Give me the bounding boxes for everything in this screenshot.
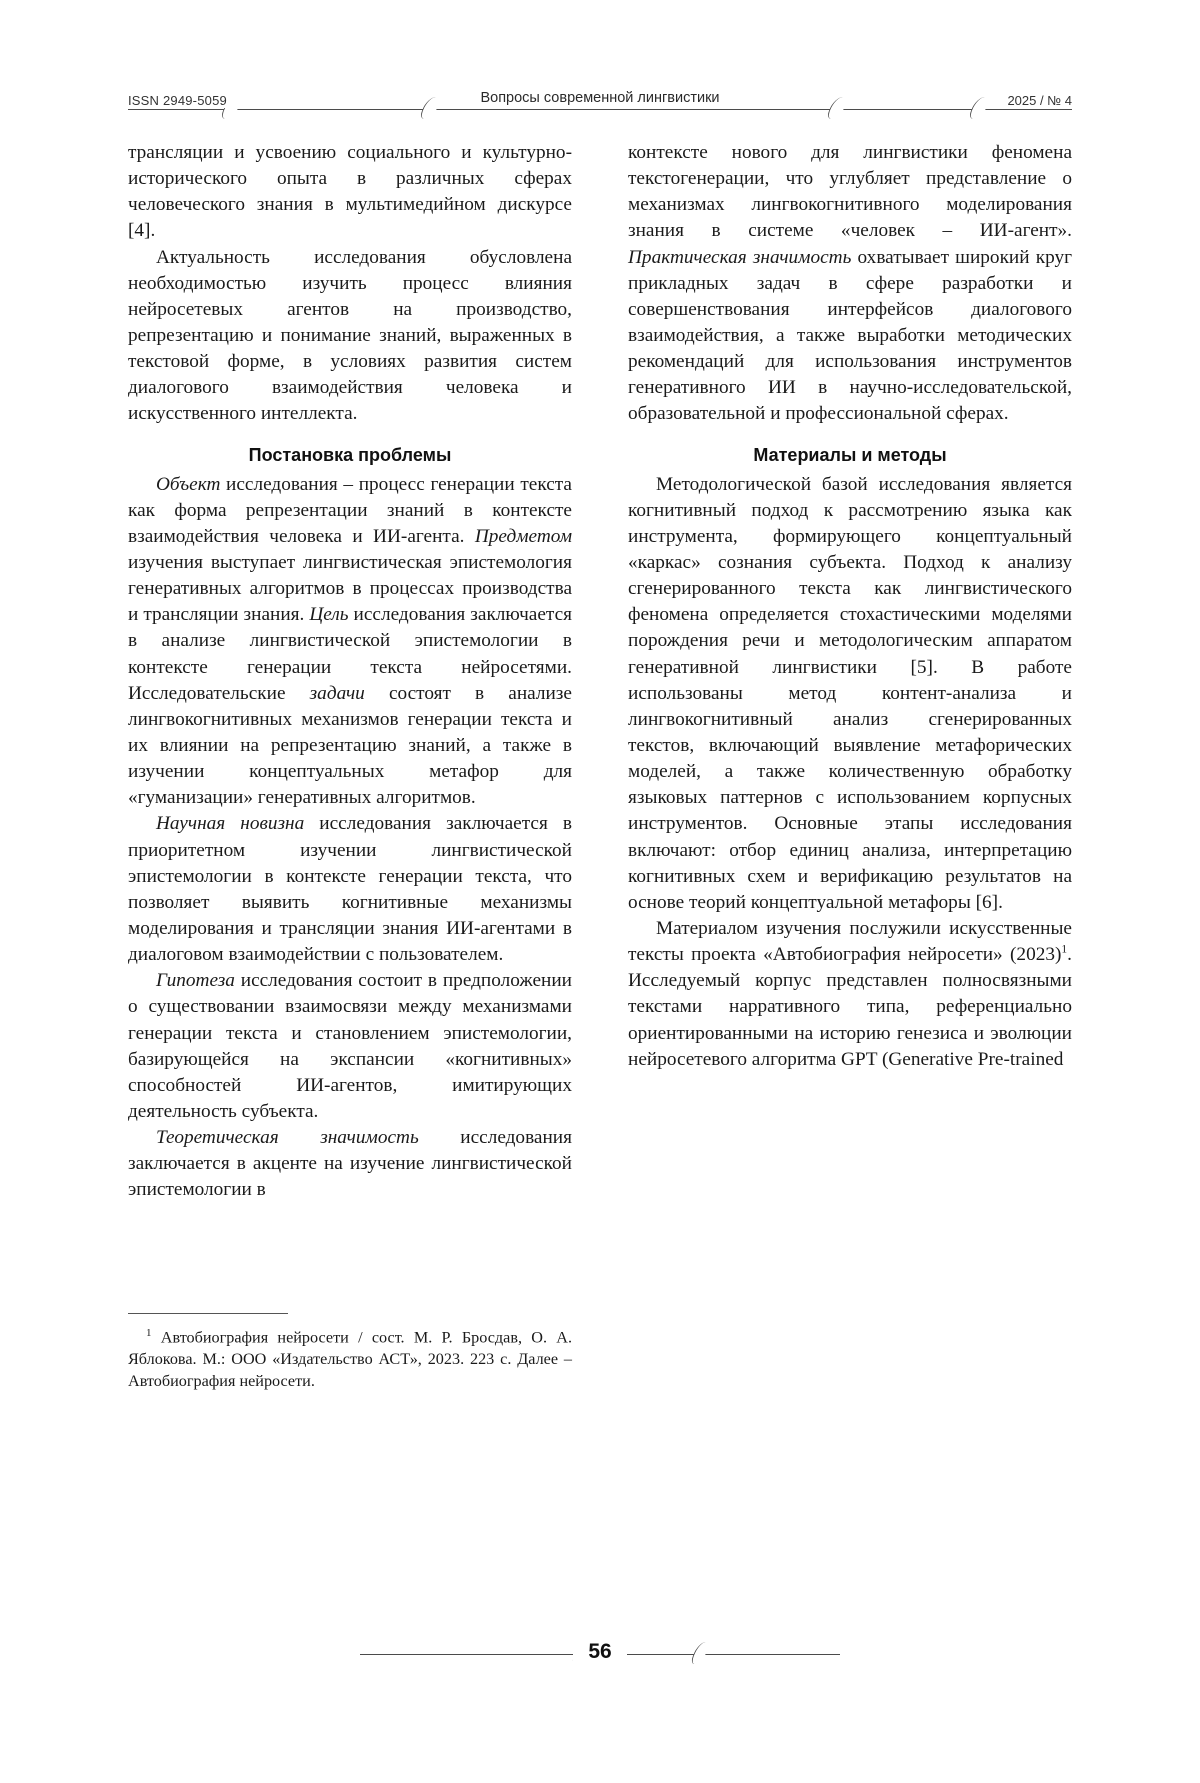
page-footer	[128, 1636, 1072, 1680]
paragraph-continuation: контексте нового для лингвистики феномена текстогенерации, что углубляет представление о механизмах лингвокогнитивного моделирования знания в системе «человек – ИИ-агент». Практическая значимость охватывает широкий круг прикладных задач в сфере разработки и совершенствования интерфейсов диалогового взаимодействия, а также выработки методических рекомендаций для использования инструментов генеративного ИИ в научно-исследовательской, образовательной и профессиональной сферах.	[628, 142, 1073, 425]
left-column	[128, 140, 573, 1391]
running-head	[128, 88, 1072, 118]
footnote-block	[128, 1313, 572, 1393]
body-columns	[128, 140, 1073, 1391]
footnote-mark: 1	[146, 1327, 152, 1339]
paragraph-hypothesis: Гипотеза исследования состоит в предположении о существовании взаимосвязи между механизмами генерации текста и становлением эпистемологии, базирующейся на экспансии «когнитивных» способностей ИИ-агентов, имитирующих деятельность субъекта.	[128, 970, 572, 1122]
paragraph-novelty: Научная новизна исследования заключается в приоритетном изучении лингвистической эпистемологии в контексте генерации текста, что позволяет выявить когнитивные механизмы моделирования и трансляции знания ИИ-агентами в диалоговом взаимодействии с пользователем.	[128, 813, 572, 966]
footnote-text: $^1$ Автобиография нейросети / сост. М. Р. Бросдав, О. А. Яблокова. М.: ООО «Издательство АСТ», 2023. 223 с. Далее – Автобиография нейросети.	[128, 1327, 573, 1391]
footnote-rule	[128, 1313, 288, 1314]
page-number: 56	[573, 1640, 627, 1664]
paragraph: трансляции и усвоению социального и культурно-исторического опыта в различных сферах человеческого знания в мультимедийном дискурсе [4].	[128, 142, 572, 242]
paragraph-material: Материалом изучения послужили искусственные тексты проекта «Автобиография нейросети» (2023)$^1$. Исследуемый корпус представлен полносвязными текстами нарративного типа, референциально ориентированными на историю генезиса и эволюции нейросетевого алгоритма GPT (Generative Pre-trained	[628, 917, 1072, 1070]
paragraph: Актуальность исследования обусловлена необходимостью изучить процесс влияния нейросетевых агентов на производство, репрезентацию и понимание знаний, выраженных в текстовой форме, в условиях развития систем диалогового взаимодействия человека и искусственного интеллекта.	[128, 246, 572, 425]
section-heading-methods: Материалы и методы	[753, 444, 947, 465]
running-head-rule	[128, 109, 1072, 110]
journal-title: Вопросы современной лингвистики	[128, 90, 1072, 106]
paragraph-object-subject: Объект исследования – процесс генерации текста как форма репрезентации знаний в контексте взаимодействия человека и ИИ-агента. Предметом изучения выступает лингвистическая эпистемология генеративных алгоритмов в процессах производства и трансляции знания. Цель исследования заключается в анализе лингвистической эпистемологии в контексте генерации текста нейросетями. Исследовательские задачи состоят в анализе лингвокогнитивных механизмов генерации текста и их влиянии на репрезентацию знаний, а также в изучении концептуальных метафор для «гуманизации» генеративных алгоритмов.	[128, 473, 572, 809]
issue-label: 2025 / № 4	[997, 93, 1072, 108]
paragraph-theoretical-value: Теоретическая значимость исследования заключается в акценте на изучение лингвистической эпистемологии в	[128, 1127, 572, 1201]
right-column	[628, 140, 1072, 1203]
issn-label: ISSN 2949-5059	[128, 93, 237, 108]
folio-tick-right	[690, 1642, 711, 1664]
section-heading-problem: Постановка проблемы	[248, 444, 452, 465]
paragraph: Методологической базой исследования является когнитивный подход к рассмотрению языка как инструмента, формирующего концептуальный «каркас» сознания субъекта. Подход к анализу сгенерированного текста как лингвистического феномена определяется стохастическими моделями порождения речи и методологическим аппаратом генеративной лингвистики [5]. В работе использованы метод контент-анализа и лингвокогнитивный анализ сгенерированных текстов, включающий выявление метафорических моделей, а также количественную обработку языковых паттернов с использованием корпусных инструментов. Основные этапы исследования включают: отбор единиц анализа, интерпретацию когнитивных схем и верификацию результатов на основе теорий концептуальной метафоры [6].	[628, 473, 1072, 913]
footnote-reference: 1	[1061, 943, 1068, 956]
